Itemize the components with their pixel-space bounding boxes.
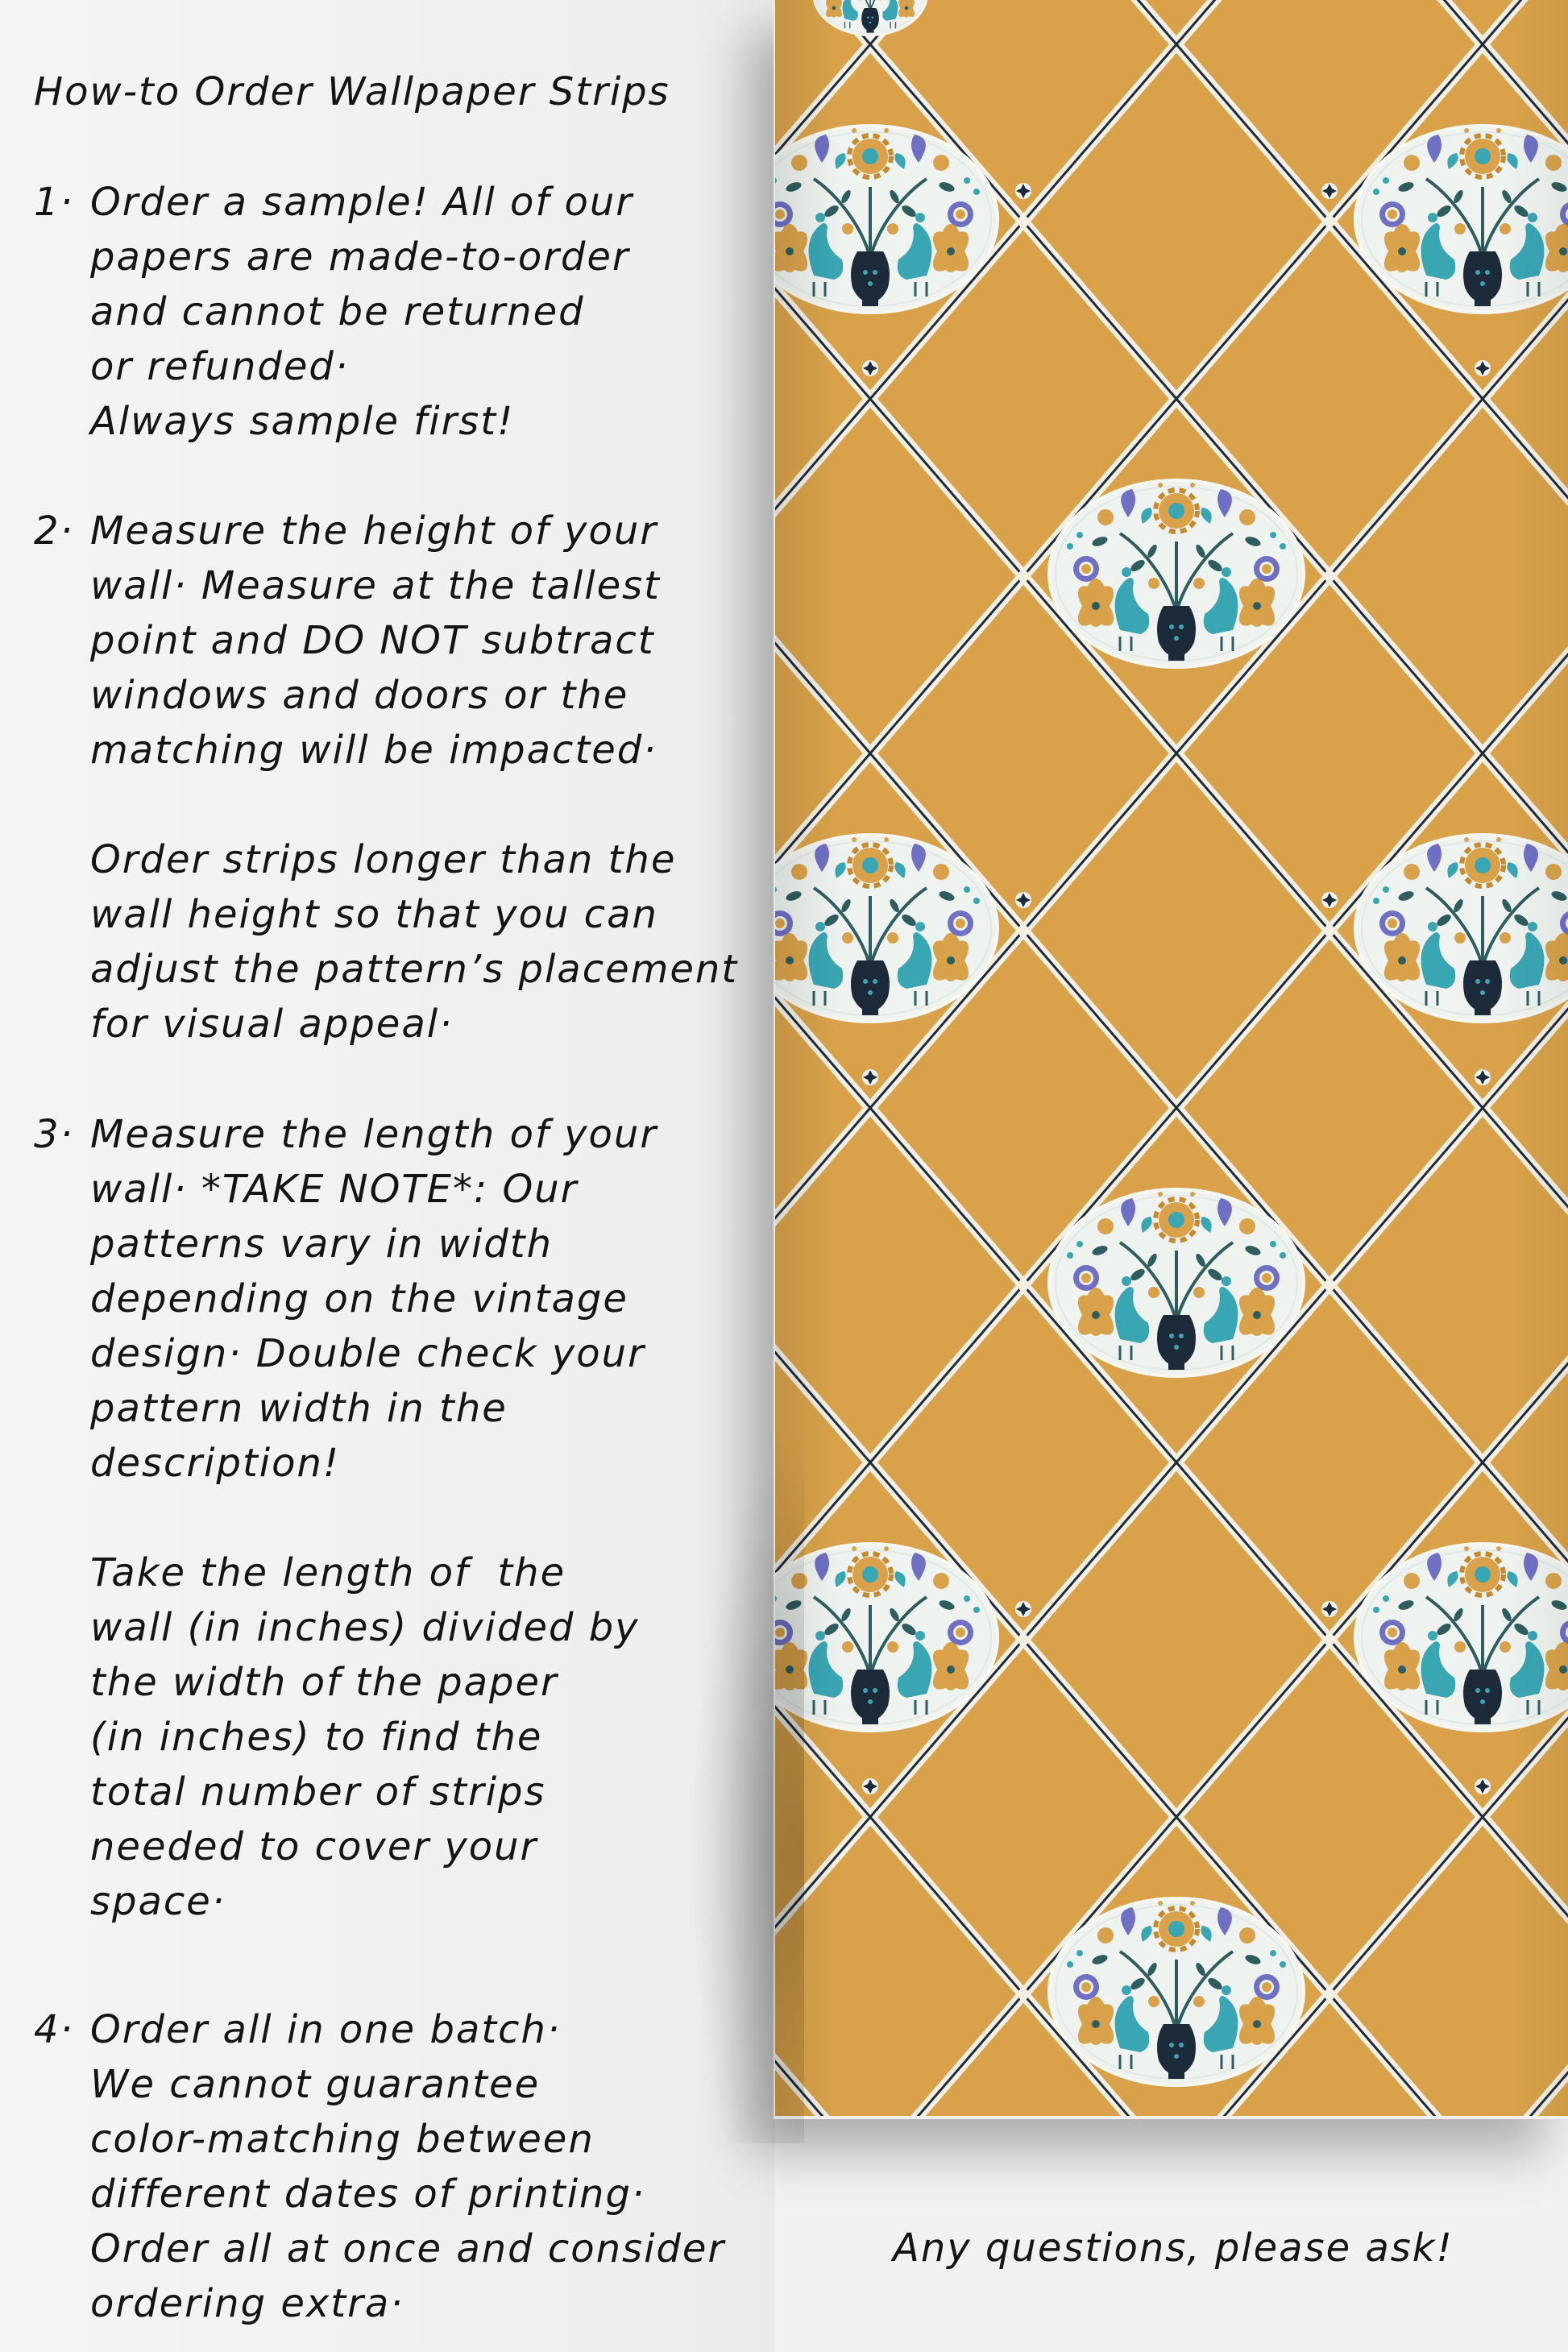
step-1-number: 1·: [34, 180, 74, 225]
step-2-number: 2·: [34, 508, 74, 554]
step-2-text: Measure the height of your wall· Measure at the tallest point and DO NOT subtract windows and doors or the matching will be impacted·: [90, 508, 661, 773]
wallpaper-pattern: [775, 0, 1568, 2116]
step-4-text: Order all in one batch· We cannot guarantee color-matching between different dates of printing· Order all at once and consider ordering extra·: [90, 2007, 726, 2326]
step-2-extra-text: Order strips longer than the wall height so that you can adjust the pattern’s placement for visual appeal·: [90, 837, 739, 1047]
wallpaper-strip: [775, 0, 1568, 2116]
closing-note: Any questions, please ask!: [893, 2225, 1454, 2271]
step-3-text: Measure the length of your wall· *TAKE NOTE*: Our patterns vary in width depending on the vintage design· Double check your pattern width in the description!: [90, 1112, 658, 1486]
step-4-number: 4·: [34, 2007, 74, 2052]
instructions-panel: [0, 0, 775, 2352]
step-3-number: 3·: [34, 1112, 74, 1157]
step-1-text: Order a sample! All of our papers are made-to-order and cannot be returned or refunded· Always sample first!: [90, 180, 634, 444]
page-title: How-to Order Wallpaper Strips: [34, 69, 670, 114]
step-3-extra-text: Take the length of the wall (in inches) divided by the width of the paper (in inches) to find the total number of strips needed to cover your space·: [90, 1550, 640, 1924]
